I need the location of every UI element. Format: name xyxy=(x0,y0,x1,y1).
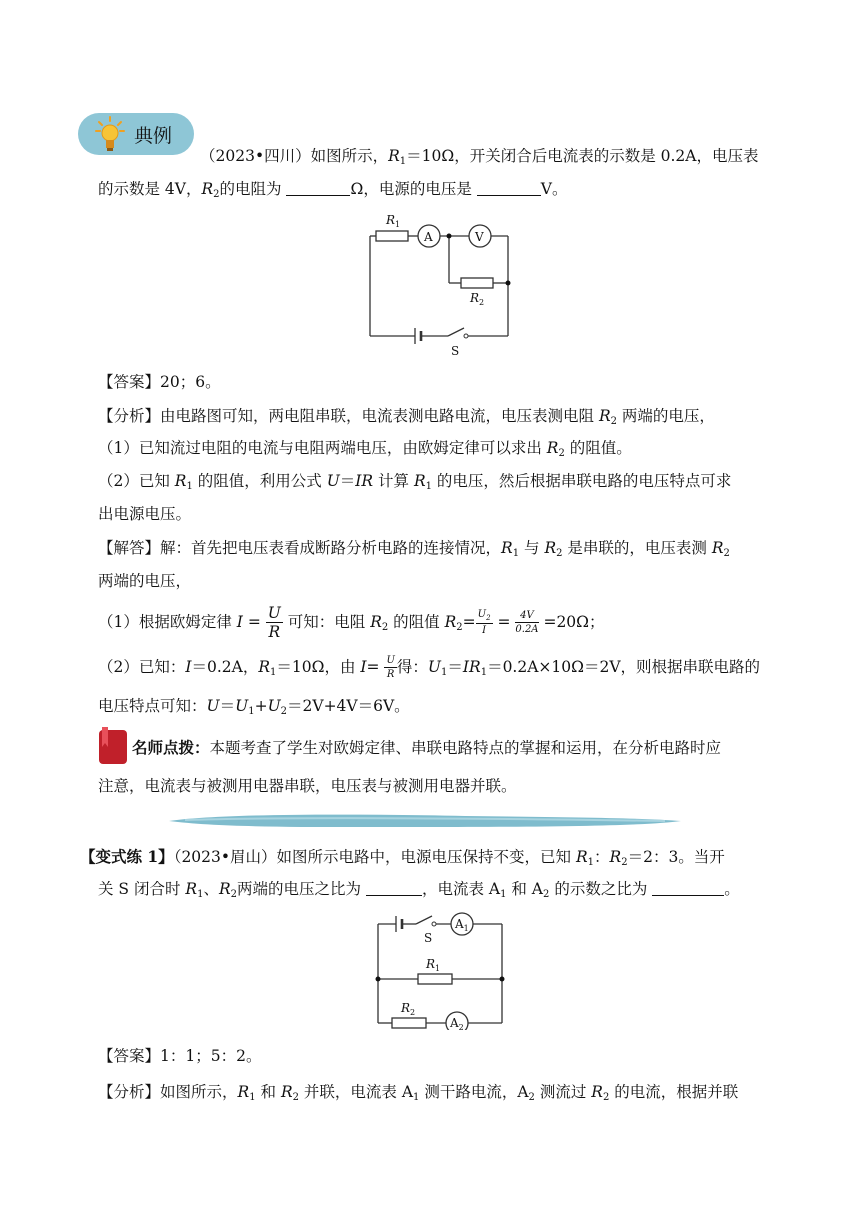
circuit2-a2-label: $A_2$ xyxy=(450,1016,464,1030)
analysis-1-line-4: 出电源电压。 xyxy=(98,505,192,523)
variant-1-line-2: 关 S 闭合时 $R_1$、$R_2$两端的电压之比为 ，电流表 $A_1$ 和 $A_2$ 的示数之比为 。 xyxy=(98,880,740,900)
solution-1-line-1: 【解答】解：首先把电压表看成断路分析电路的连接情况，$R_1$ 与 $R_2$ 是串联的，电压表测 $R_2$ xyxy=(98,539,730,559)
answer-2: 【答案】1：1；5：2。 xyxy=(98,1047,262,1065)
tip-line-2: 注意，电流表与被测用电器串联，电压表与被测用电器并联。 xyxy=(98,777,517,795)
answer-blank xyxy=(477,179,541,196)
badge-label: 典例 xyxy=(134,125,173,147)
circuit2-switch-label: S xyxy=(424,931,433,945)
question-line-2: 的示数是 4V，$R_2$的电阻为 Ω，电源的电压是 V。 xyxy=(98,180,568,200)
ohms-law-fraction: $\frac{U}{R}$ xyxy=(267,603,281,641)
circuit1-ammeter-label: A xyxy=(424,230,433,244)
analysis-2-line-1: 【分析】如图所示，$R_1$ 和 $R_2$ 并联，电流表 $A_1$ 测干路电流，$A_2$ 测流过 $R_2$ 的电流，根据并联 xyxy=(98,1083,739,1103)
solution-1-line-2: 两端的电压， xyxy=(98,572,192,590)
analysis-1-line-1: 【分析】由电路图可知，两电阻串联，电流表测电路电流，电压表测电阻 $R_2$ 两端的电压， xyxy=(98,407,715,427)
circuit-diagram-2 xyxy=(368,906,516,1034)
circuit2-a1-label: $A_1$ xyxy=(455,917,469,933)
solution-1-line-4: （2）已知：I＝0.2A，$R_1=10\Omega$，由 I= $\frac{U}{R}$ 得：$U_1=IR_1=0.2A\times 10\Omega=2V$，则根据串联电路的 xyxy=(98,655,761,680)
lightbulb-icon xyxy=(95,116,125,158)
circuit2-r2-label: $R_2$ xyxy=(401,1001,416,1017)
analysis-1-line-2: （1）已知流过电阻的电流与电阻两端电压，由欧姆定律可以求出 $R_2$ 的阻值。 xyxy=(98,439,632,459)
answer-blank xyxy=(652,879,724,896)
variant-1-line-1: 【变式练 1】（2023•眉山）如图所示电路中，电源电压保持不变，已知 $R_1$：$R_2=2$：3。当开 xyxy=(80,847,725,868)
answer-blank xyxy=(286,179,350,196)
solution-1-line-5: 电压特点可知：$U=U_1+U_2=2V+4V=6V$。 xyxy=(98,697,410,717)
answer-1: 【答案】20；6。 xyxy=(98,373,221,391)
question-line-1: （2023•四川）如图所示，$R_1=10\Omega$，开关闭合后电流表的示数是 0.2A，电压表 xyxy=(200,147,759,167)
solution-label: 【解答】 xyxy=(98,539,161,557)
analysis-label: 【分析】 xyxy=(98,1083,161,1101)
tip-label: 名师点拨： xyxy=(132,738,210,757)
circuit1-switch-label: S xyxy=(451,344,460,358)
variant-label: 【变式练 1】 xyxy=(80,847,174,866)
circuit2-r1-label: $R_1$ xyxy=(426,957,441,973)
circuit1-r2-label: $R_2$ xyxy=(470,291,485,307)
circuit1-r1-label: $R_1$ xyxy=(386,213,401,229)
section-divider xyxy=(165,810,685,836)
circuit-diagram-1 xyxy=(360,208,520,364)
answer-blank xyxy=(366,879,422,896)
answer-label: 【答案】 xyxy=(98,1047,161,1065)
analysis-1-line-3: （2）已知 $R_1$ 的阻值，利用公式 U＝IR 计算 $R_1$ 的电压，然后根据串联电路的电压特点可求 xyxy=(98,472,732,492)
analysis-label: 【分析】 xyxy=(98,407,161,425)
circuit1-voltmeter-label: V xyxy=(475,230,484,244)
bookmark-icon xyxy=(97,726,131,770)
answer-label: 【答案】 xyxy=(98,373,161,391)
tip-line-1: 名师点拨：本题考查了学生对欧姆定律、串联电路特点的掌握和运用，在分析电路时应 xyxy=(132,738,722,757)
solution-1-line-3: （1）根据欧姆定律 I = $\frac{U}{R}$ 可知：电阻 $R_2$ 的阻值 $R_2=$ $\frac{U_2}{I}$ = $\frac{4V}{0.2A}$ =20Ω； xyxy=(98,603,605,641)
